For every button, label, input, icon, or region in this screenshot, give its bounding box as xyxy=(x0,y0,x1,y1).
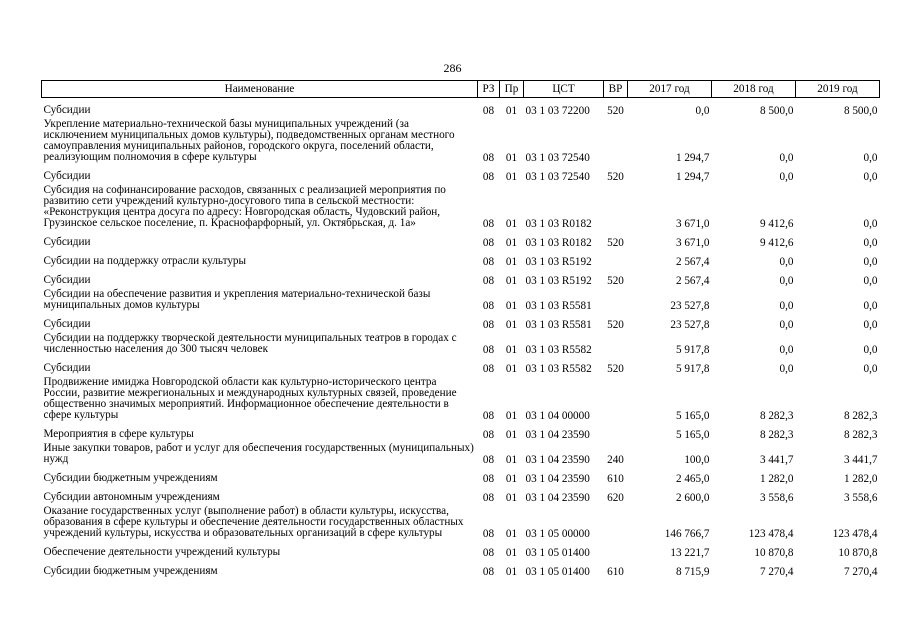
cell-vr: 620 xyxy=(607,492,624,504)
cell-rz: 08 xyxy=(482,344,495,356)
cell-cst: 03 1 03 R0182 xyxy=(525,218,592,230)
cell-rz: 08 xyxy=(482,363,495,375)
cell-2019: 8 500,0 xyxy=(843,105,878,117)
cell-rz: 08 xyxy=(482,237,495,249)
cell-2017: 3 671,0 xyxy=(675,218,710,230)
cell-pr: 01 xyxy=(505,410,518,422)
header-cst: ЦСТ xyxy=(524,81,604,98)
cell-2018: 123 478,4 xyxy=(748,528,794,540)
cell-2019: 0,0 xyxy=(863,218,878,230)
cell-pr: 01 xyxy=(505,547,518,559)
table-row xyxy=(42,164,880,183)
cell-pr: 01 xyxy=(505,429,518,441)
cell-cst: 03 1 03 R5582 xyxy=(525,363,592,375)
cell-pr: 01 xyxy=(505,152,518,164)
cell-vr xyxy=(604,249,628,268)
cell-2019: 0,0 xyxy=(863,256,878,268)
cell-2018: 9 412,6 xyxy=(759,218,794,230)
table-row xyxy=(42,117,880,164)
cell-vr xyxy=(604,287,628,312)
cell-cst: 03 1 03 R5581 xyxy=(525,319,592,331)
cell-pr: 01 xyxy=(505,275,518,287)
table-header-row xyxy=(42,81,880,98)
table-row xyxy=(42,485,880,504)
cell-pr: 01 xyxy=(505,237,518,249)
cell-name: Оказание государственных услуг (выполнение работ) в области культуры, искусства, образования в сфере культуры и обеспечение деятельности государственных областных учреждений культуры, искусства и образовательных организаций в сфере культуры xyxy=(43,505,464,539)
cell-2017: 2 567,4 xyxy=(675,275,710,287)
table-row xyxy=(42,268,880,287)
cell-2019: 0,0 xyxy=(863,319,878,331)
table-row xyxy=(42,466,880,485)
cell-2017: 2 600,0 xyxy=(675,492,710,504)
cell-name: Субсидии xyxy=(43,104,91,116)
cell-pr: 01 xyxy=(505,319,518,331)
cell-2018: 0,0 xyxy=(779,300,794,312)
header-pr: Пр xyxy=(500,81,524,98)
cell-rz: 08 xyxy=(482,171,495,183)
cell-2018: 3 441,7 xyxy=(759,454,794,466)
cell-name: Обеспечение деятельности учреждений культуры xyxy=(43,546,281,558)
cell-vr xyxy=(604,375,628,422)
cell-2019: 0,0 xyxy=(863,237,878,249)
cell-vr: 610 xyxy=(607,473,624,485)
cell-rz: 08 xyxy=(482,473,495,485)
cell-cst: 03 1 03 R5192 xyxy=(525,256,592,268)
header-2018: 2018 год xyxy=(712,81,796,98)
cell-2017: 2 465,0 xyxy=(675,473,710,485)
header-name: Наименование xyxy=(42,81,478,98)
cell-cst: 03 1 03 R5581 xyxy=(525,300,592,312)
cell-cst: 03 1 04 00000 xyxy=(525,410,590,422)
cell-vr: 520 xyxy=(607,105,624,117)
cell-vr: 520 xyxy=(607,363,624,375)
cell-2019: 0,0 xyxy=(863,344,878,356)
cell-pr: 01 xyxy=(505,454,518,466)
cell-name: Субсидии на поддержку отрасли культуры xyxy=(43,255,247,267)
cell-2019: 3 441,7 xyxy=(843,454,878,466)
table-row xyxy=(42,287,880,312)
table-row xyxy=(42,422,880,441)
cell-pr: 01 xyxy=(505,492,518,504)
table-row xyxy=(42,540,880,559)
table-row xyxy=(42,312,880,331)
cell-vr: 520 xyxy=(607,319,624,331)
table-row xyxy=(42,249,880,268)
cell-cst: 03 1 04 23590 xyxy=(525,454,590,466)
cell-2017: 5 165,0 xyxy=(675,410,710,422)
cell-2019: 8 282,3 xyxy=(843,410,878,422)
cell-vr xyxy=(604,422,628,441)
cell-2017: 13 221,7 xyxy=(670,547,710,559)
cell-rz: 08 xyxy=(482,256,495,268)
cell-name: Субсидия на софинансирование расходов, связанных с реализацией мероприятия по развитию сети учреждений культурно-досугового типа в сельской местности: «Реконструкция центра досуга по адресу: Новгородская область, Чудовский район, Грузинское сельское поселение, п. Краснофарфорный, ул. Октябрьская, д. 1а» xyxy=(43,184,446,229)
cell-vr: 520 xyxy=(607,237,624,249)
cell-name: Субсидии xyxy=(43,236,91,248)
cell-vr: 240 xyxy=(607,454,624,466)
table-row xyxy=(42,375,880,422)
cell-name: Субсидии бюджетным учреждениям xyxy=(43,565,218,577)
cell-cst: 03 1 03 72540 xyxy=(525,152,590,164)
cell-name: Укрепление материально-технической базы муниципальных учреждений (за исключением муниципальных домов культуры), подведомственных органам местного самоуправления муниципальных районов, городского округа, поселений области, реализующим полномочия в сфере культуры xyxy=(43,118,455,163)
cell-2019: 123 478,4 xyxy=(832,528,878,540)
page-number: 286 xyxy=(443,61,462,75)
cell-vr: 610 xyxy=(607,566,624,578)
cell-vr xyxy=(604,540,628,559)
cell-2017: 5 917,8 xyxy=(675,363,710,375)
cell-2017: 146 766,7 xyxy=(664,528,710,540)
cell-cst: 03 1 04 23590 xyxy=(525,429,590,441)
cell-2017: 23 527,8 xyxy=(670,319,710,331)
cell-2018: 10 870,8 xyxy=(754,547,794,559)
cell-2018: 7 270,4 xyxy=(759,566,794,578)
cell-rz: 08 xyxy=(482,547,495,559)
cell-2018: 1 282,0 xyxy=(759,473,794,485)
cell-2017: 2 567,4 xyxy=(675,256,710,268)
cell-vr xyxy=(604,117,628,164)
cell-2018: 0,0 xyxy=(779,275,794,287)
cell-name: Мероприятия в сфере культуры xyxy=(43,428,194,440)
cell-2019: 0,0 xyxy=(863,300,878,312)
cell-2018: 0,0 xyxy=(779,344,794,356)
cell-name: Иные закупки товаров, работ и услуг для обеспечения государственных (муниципальных) нужд xyxy=(43,442,474,465)
cell-name: Субсидии бюджетным учреждениям xyxy=(43,472,218,484)
table-row xyxy=(42,559,880,578)
cell-rz: 08 xyxy=(482,528,495,540)
cell-cst: 03 1 04 23590 xyxy=(525,492,590,504)
table-row xyxy=(42,331,880,356)
cell-cst: 03 1 05 01400 xyxy=(525,547,590,559)
cell-rz: 08 xyxy=(482,492,495,504)
cell-rz: 08 xyxy=(482,105,495,117)
table-row xyxy=(42,356,880,375)
cell-name: Субсидии xyxy=(43,274,91,286)
cell-2019: 7 270,4 xyxy=(843,566,878,578)
cell-2019: 3 558,6 xyxy=(843,492,878,504)
cell-2017: 5 165,0 xyxy=(675,429,710,441)
cell-name: Субсидии на поддержку творческой деятельности муниципальных театров в городах с численностью населения до 300 тысяч человек xyxy=(43,332,457,355)
cell-rz: 08 xyxy=(482,152,495,164)
cell-pr: 01 xyxy=(505,218,518,230)
cell-cst: 03 1 03 R5582 xyxy=(525,344,592,356)
cell-cst: 03 1 03 R0182 xyxy=(525,237,592,249)
cell-vr xyxy=(604,183,628,230)
cell-2017: 23 527,8 xyxy=(670,300,710,312)
cell-vr xyxy=(604,504,628,540)
cell-name: Субсидии xyxy=(43,170,91,182)
cell-pr: 01 xyxy=(505,528,518,540)
cell-2019: 0,0 xyxy=(863,171,878,183)
cell-2017: 3 671,0 xyxy=(675,237,710,249)
table-row xyxy=(42,98,880,118)
cell-rz: 08 xyxy=(482,218,495,230)
cell-pr: 01 xyxy=(505,171,518,183)
cell-pr: 01 xyxy=(505,105,518,117)
table-row xyxy=(42,230,880,249)
header-2017: 2017 год xyxy=(628,81,712,98)
cell-2018: 8 282,3 xyxy=(759,410,794,422)
cell-name: Субсидии автономным учреждениям xyxy=(43,491,220,503)
cell-2019: 1 282,0 xyxy=(843,473,878,485)
cell-pr: 01 xyxy=(505,256,518,268)
cell-rz: 08 xyxy=(482,410,495,422)
cell-2019: 10 870,8 xyxy=(838,547,878,559)
cell-2018: 8 500,0 xyxy=(759,105,794,117)
header-rz: РЗ xyxy=(478,81,500,98)
cell-cst: 03 1 03 72200 xyxy=(525,105,590,117)
cell-2018: 0,0 xyxy=(779,319,794,331)
cell-name: Продвижение имиджа Новгородской области как культурно-исторического центра России, развитие межрегиональных и международных культурных связей, проведение общественно значимых мероприятий. Информационное обеспечение деятельности в сфере культуры xyxy=(43,376,457,421)
cell-rz: 08 xyxy=(482,566,495,578)
cell-pr: 01 xyxy=(505,566,518,578)
cell-cst: 03 1 05 01400 xyxy=(525,566,590,578)
cell-2017: 5 917,8 xyxy=(675,344,710,356)
cell-2018: 0,0 xyxy=(779,363,794,375)
cell-pr: 01 xyxy=(505,300,518,312)
cell-2019: 0,0 xyxy=(863,275,878,287)
cell-2017: 100,0 xyxy=(684,454,710,466)
cell-2017: 8 715,9 xyxy=(675,566,710,578)
budget-table xyxy=(41,80,880,578)
cell-2017: 1 294,7 xyxy=(675,152,710,164)
cell-2017: 0,0 xyxy=(695,105,710,117)
cell-cst: 03 1 04 23590 xyxy=(525,473,590,485)
cell-name: Субсидии xyxy=(43,362,91,374)
header-vr: ВР xyxy=(604,81,628,98)
cell-cst: 03 1 03 R5192 xyxy=(525,275,592,287)
cell-2018: 8 282,3 xyxy=(759,429,794,441)
cell-2018: 0,0 xyxy=(779,152,794,164)
cell-rz: 08 xyxy=(482,454,495,466)
cell-2019: 0,0 xyxy=(863,152,878,164)
cell-vr xyxy=(604,331,628,356)
cell-pr: 01 xyxy=(505,363,518,375)
cell-rz: 08 xyxy=(482,300,495,312)
cell-rz: 08 xyxy=(482,429,495,441)
cell-pr: 01 xyxy=(505,473,518,485)
table-row xyxy=(42,504,880,540)
cell-name: Субсидии на обеспечение развития и укрепления материально-технической базы муниципальных домов культуры xyxy=(43,288,431,311)
cell-pr: 01 xyxy=(505,344,518,356)
cell-vr: 520 xyxy=(607,275,624,287)
header-2019: 2019 год xyxy=(796,81,880,98)
cell-rz: 08 xyxy=(482,319,495,331)
cell-2017: 1 294,7 xyxy=(675,171,710,183)
cell-cst: 03 1 03 72540 xyxy=(525,171,590,183)
cell-vr: 520 xyxy=(607,171,624,183)
table-row xyxy=(42,183,880,230)
cell-2018: 0,0 xyxy=(779,256,794,268)
cell-2019: 0,0 xyxy=(863,363,878,375)
cell-2018: 3 558,6 xyxy=(759,492,794,504)
cell-2019: 8 282,3 xyxy=(843,429,878,441)
cell-2018: 0,0 xyxy=(779,171,794,183)
cell-rz: 08 xyxy=(482,275,495,287)
cell-cst: 03 1 05 00000 xyxy=(525,528,590,540)
cell-2018: 9 412,6 xyxy=(759,237,794,249)
table-row xyxy=(42,441,880,466)
cell-name: Субсидии xyxy=(43,318,91,330)
table-body xyxy=(42,98,880,579)
